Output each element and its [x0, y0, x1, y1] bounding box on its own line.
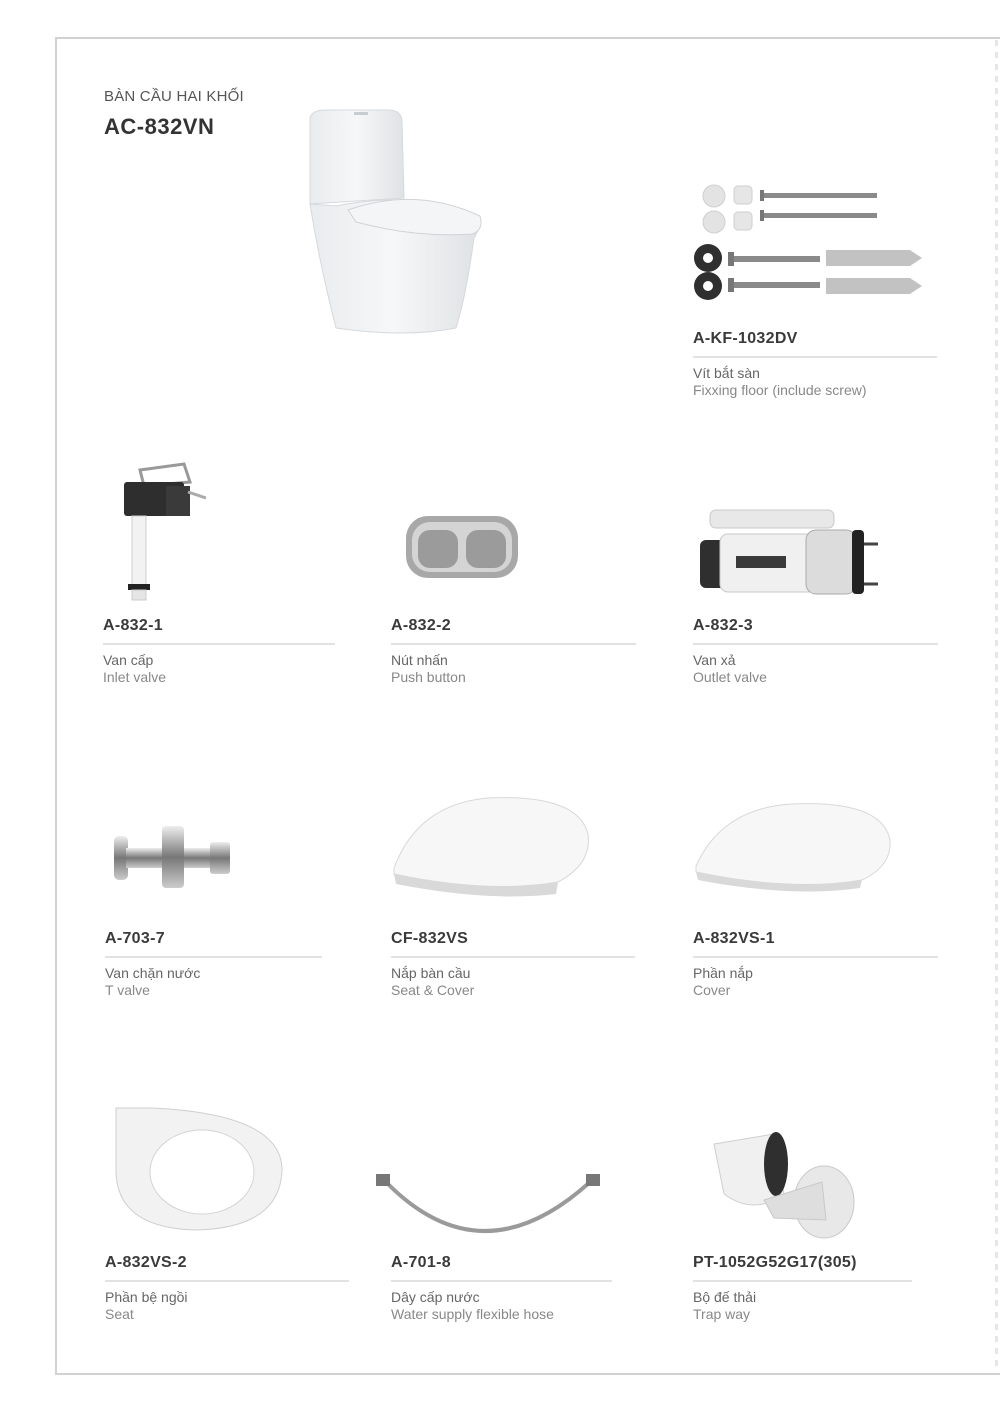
- part-name-vi: Dây cấp nước: [391, 1289, 480, 1305]
- product-model: AC-832VN: [104, 114, 215, 139]
- push-button-icon: [404, 512, 520, 582]
- trap-way-icon: [694, 1124, 864, 1244]
- product-category: BÀN CẦU HAI KHỐI: [104, 88, 244, 105]
- part-name-en: Seat & Cover: [391, 982, 475, 998]
- part-name-vi: Vít bắt sàn: [693, 365, 760, 381]
- part-name-en: Outlet valve: [693, 669, 767, 685]
- floor-screw-kit-icon: [690, 176, 926, 304]
- seat-ring-icon: [112, 1104, 284, 1234]
- part-name-en: Inlet valve: [103, 669, 167, 685]
- part-item: [693, 617, 938, 686]
- part-name-en: T valve: [105, 982, 150, 998]
- part-name-vi: Bộ đế thải: [693, 1289, 757, 1305]
- part-item: [693, 930, 938, 999]
- part-name-vi: Van chặn nước: [105, 965, 201, 981]
- part-code: A-832VS-1: [693, 930, 775, 947]
- part-code: A-703-7: [105, 930, 165, 947]
- part-item: [693, 1254, 912, 1323]
- part-name-en: Cover: [693, 982, 731, 998]
- divider: [693, 356, 937, 358]
- part-code: A-832-2: [391, 617, 451, 634]
- part-name-vi: Van cấp: [103, 652, 154, 668]
- part-item: [391, 617, 636, 686]
- part-code: PT-1052G52G17(305): [693, 1254, 857, 1271]
- part-name-vi: Phần bệ ngồi: [105, 1289, 188, 1305]
- part-name-en: Seat: [105, 1306, 134, 1322]
- part-item: [391, 930, 635, 999]
- part-item: [103, 617, 335, 686]
- part-code: A-832-1: [103, 617, 163, 634]
- divider: [103, 643, 335, 645]
- part-item: [105, 930, 322, 999]
- part-code: A-KF-1032DV: [693, 330, 798, 347]
- part-name-en: Trap way: [693, 1306, 751, 1322]
- divider: [391, 643, 636, 645]
- page-edge-dots: [995, 40, 998, 1370]
- cover-icon: [692, 800, 894, 896]
- part-name-en: Fixxing floor (include screw): [693, 382, 867, 398]
- part-name-vi: Nút nhấn: [391, 652, 448, 668]
- t-valve-icon: [110, 822, 236, 894]
- part-code: A-832-3: [693, 617, 753, 634]
- part-name-vi: Van xả: [693, 652, 736, 668]
- toilet-icon: [296, 106, 492, 338]
- divider: [693, 956, 938, 958]
- part-code: A-701-8: [391, 1254, 451, 1271]
- part-name-en: Water supply flexible hose: [391, 1306, 554, 1322]
- divider: [693, 1280, 912, 1282]
- flexible-hose-icon: [372, 1170, 604, 1244]
- part-code: CF-832VS: [391, 930, 469, 947]
- seat-cover-icon: [388, 794, 594, 900]
- part-item: [693, 330, 937, 399]
- divider: [105, 1280, 349, 1282]
- divider: [391, 956, 635, 958]
- part-name-vi: Phần nắp: [693, 965, 753, 981]
- divider: [391, 1280, 612, 1282]
- part-name-en: Push button: [391, 669, 466, 685]
- part-item: [391, 1254, 612, 1323]
- divider: [105, 956, 322, 958]
- divider: [693, 643, 938, 645]
- inlet-valve-icon: [114, 460, 210, 604]
- part-name-vi: Nắp bàn cầu: [391, 965, 471, 981]
- outlet-valve-icon: [696, 504, 882, 596]
- part-code: A-832VS-2: [105, 1254, 187, 1271]
- part-item: [105, 1254, 349, 1323]
